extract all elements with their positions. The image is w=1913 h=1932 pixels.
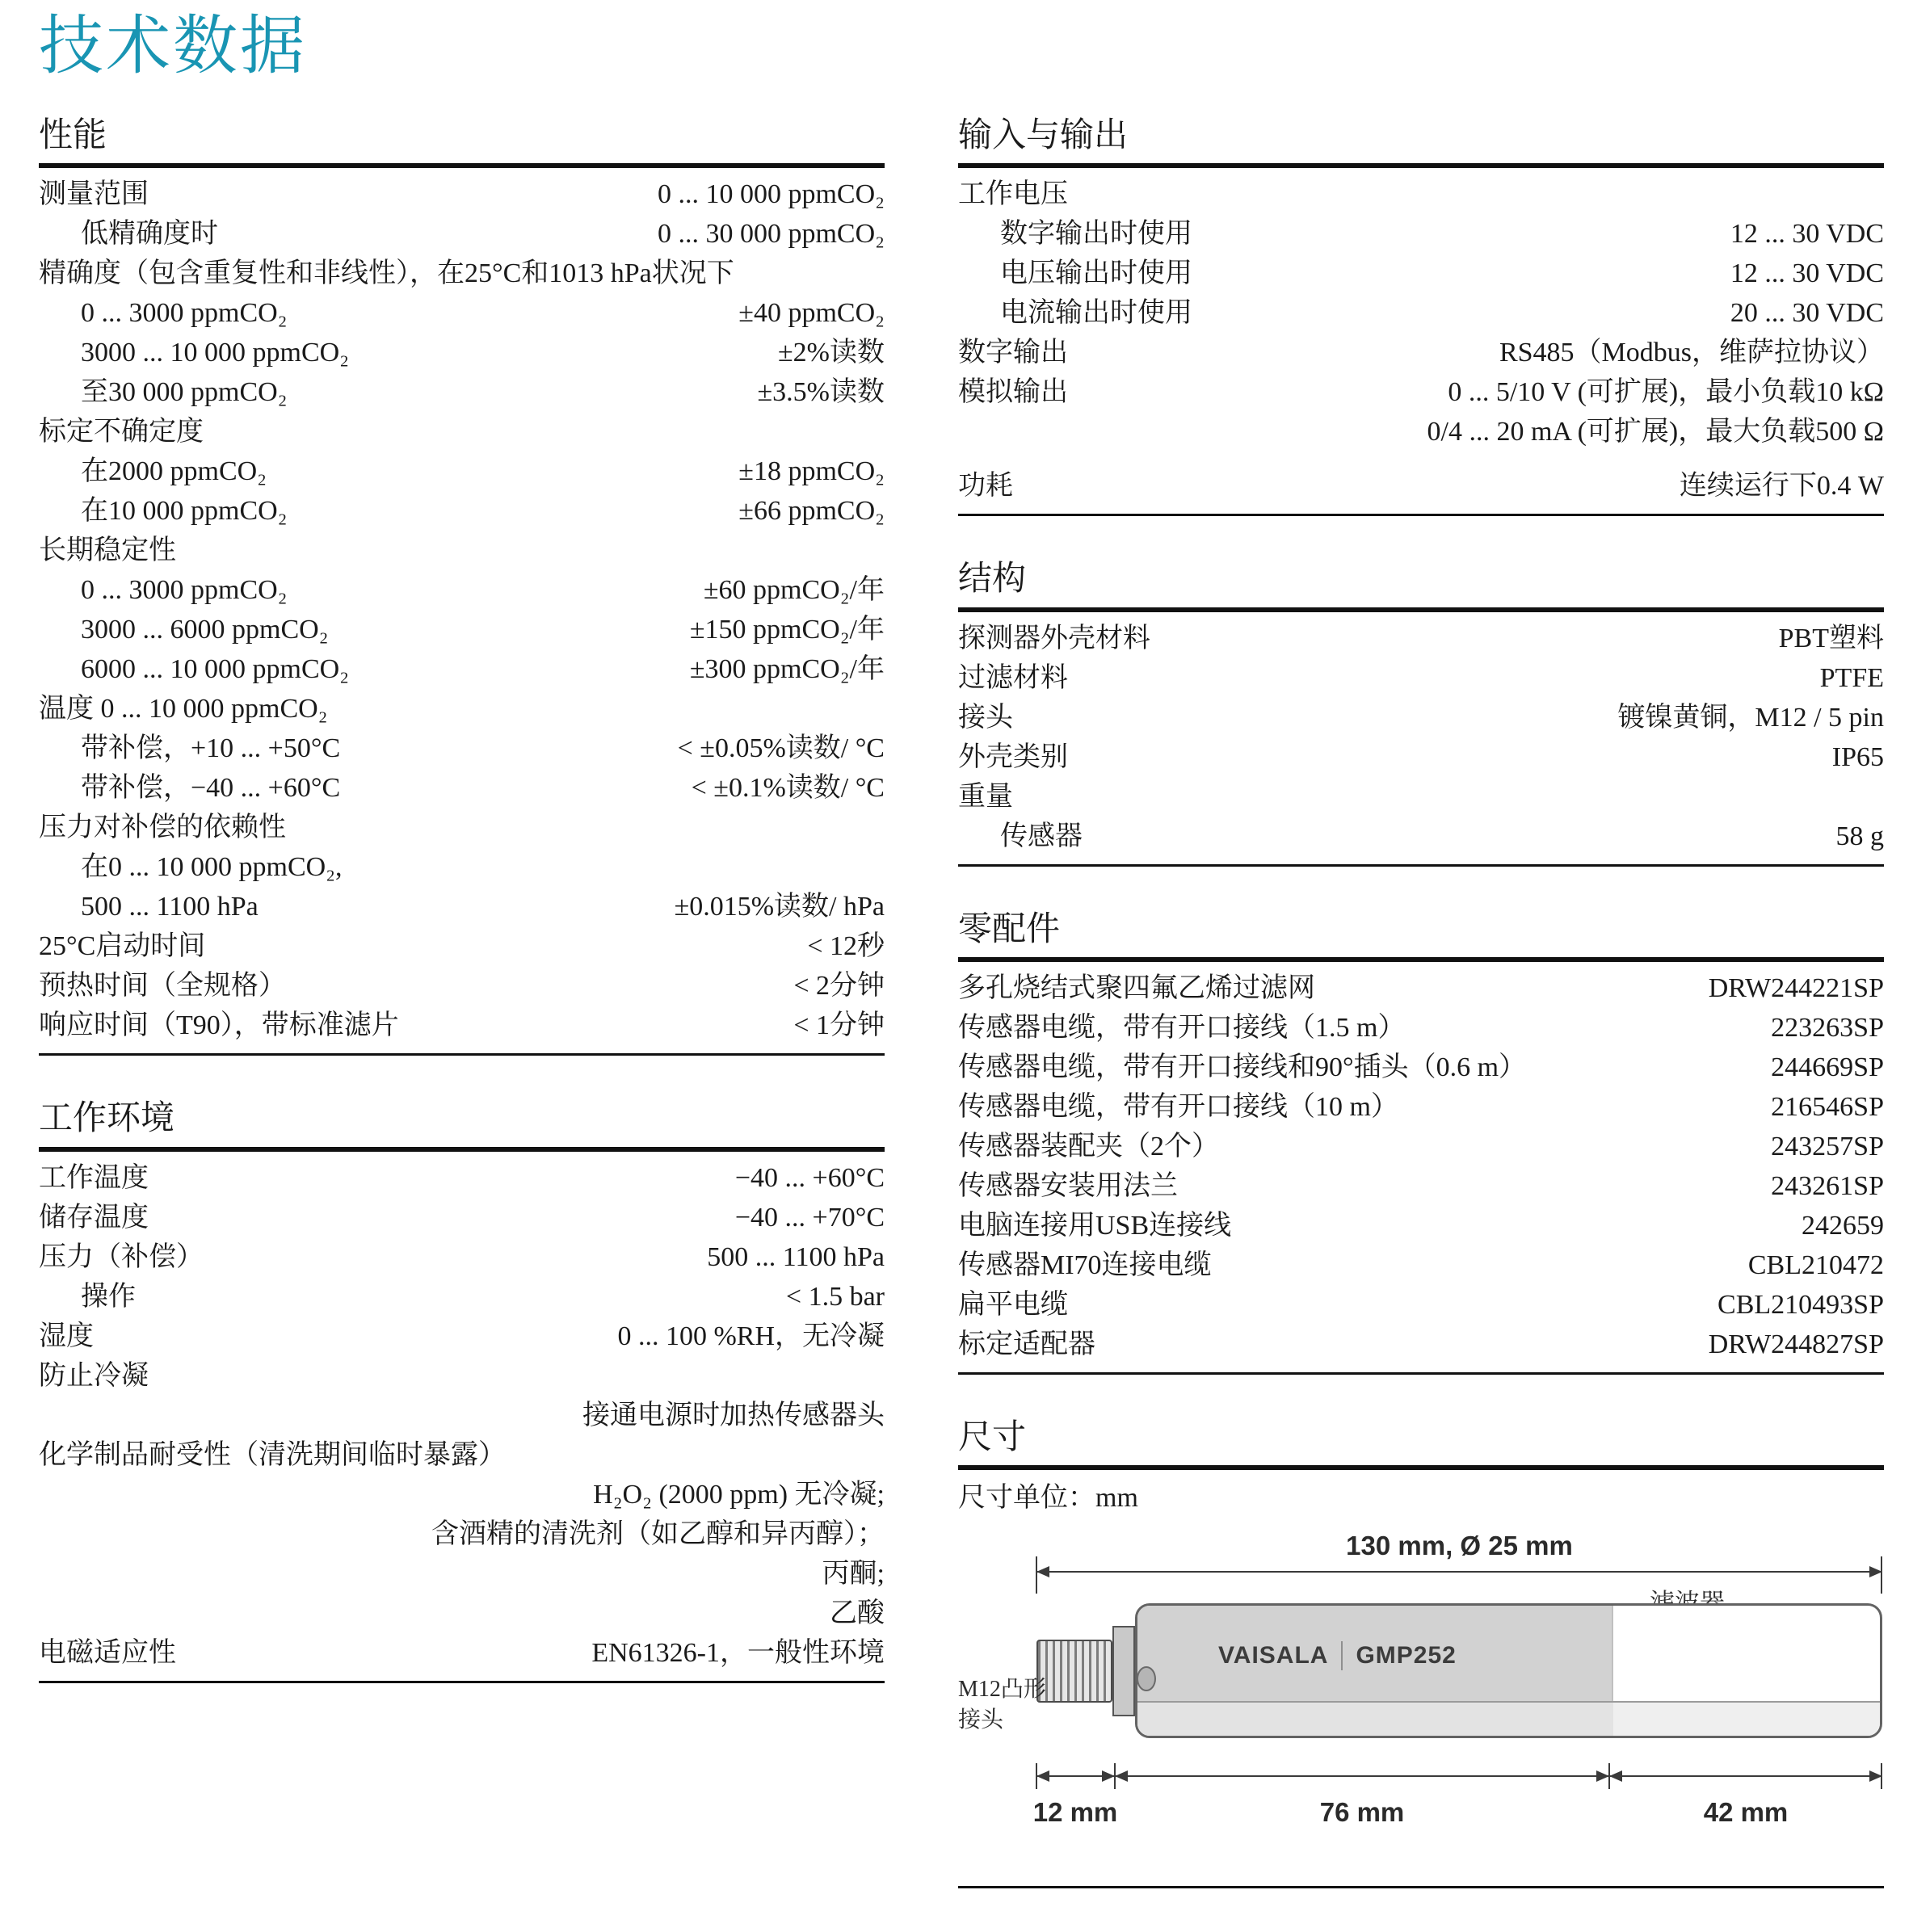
- spec-value: 0 ... 10 000 ppmCO₂: [657, 179, 885, 210]
- spec-row: [39, 1396, 885, 1435]
- section-rule: [958, 1886, 1884, 1888]
- spec-label: 工作温度: [39, 1162, 149, 1193]
- spec-value: < 1.5 bar: [785, 1281, 885, 1312]
- spec-value: < ±0.1%读数/ °C: [691, 773, 885, 804]
- spec-value: −40 ... +70°C: [734, 1202, 885, 1233]
- spec-row: [958, 1325, 1884, 1364]
- spec-value: < 1分钟: [793, 1010, 885, 1041]
- spec-row: [958, 466, 1884, 506]
- spec-rows: [958, 962, 1884, 1372]
- spec-row: [39, 610, 885, 649]
- spec-value: 223263SP: [1771, 1012, 1884, 1043]
- spec-label: 带补偿，+10 ... +50°C: [81, 733, 341, 764]
- filter-band: [1613, 1701, 1882, 1738]
- spec-row: [958, 1285, 1884, 1325]
- spec-value: 丙酮;: [822, 1558, 885, 1589]
- spec-label: 25°C启动时间: [39, 931, 206, 962]
- spec-value: 216546SP: [1771, 1091, 1884, 1122]
- spec-row: [39, 847, 885, 887]
- spec-label: 温度 0 ... 10 000 ppmCO₂: [39, 694, 328, 724]
- spec-row: [39, 1237, 885, 1277]
- section-rule: [39, 1053, 885, 1056]
- spec-label: 扁平电缆: [958, 1289, 1068, 1320]
- dimension-tick: [1881, 1763, 1882, 1789]
- spec-label: 压力对补偿的依赖性: [39, 813, 286, 843]
- spec-label: 在0 ... 10 000 ppmCO₂,: [81, 852, 343, 883]
- spec-label: 长期稳定性: [39, 536, 176, 566]
- arrowhead-icon: [1115, 1770, 1128, 1782]
- section-rule: [39, 1681, 885, 1683]
- spec-value: ±300 ppmCO₂/年: [689, 654, 885, 685]
- spec-row: [958, 1127, 1884, 1166]
- spec-value: EN61326-1，一般性环境: [591, 1637, 885, 1668]
- spec-row: [958, 214, 1884, 254]
- spec-value: 0 ... 30 000 ppmCO₂: [657, 219, 885, 250]
- spec-value: 242659: [1802, 1210, 1884, 1241]
- indicator-led: [1137, 1666, 1156, 1691]
- spec-value: 243257SP: [1771, 1131, 1884, 1161]
- spec-label: 精确度（包含重复性和非线性），在25°C和1013 hPa状况下: [39, 258, 734, 289]
- section-heading: 性能: [39, 117, 107, 154]
- spec-label: 标定不确定度: [39, 417, 204, 447]
- brand-name: VAISALA: [1218, 1642, 1329, 1670]
- spec-row: [39, 254, 885, 293]
- spec-label: 带补偿，−40 ... +60°C: [81, 773, 341, 804]
- spec-label: 在10 000 ppmCO₂: [81, 496, 288, 527]
- spec-value: 500 ... 1100 hPa: [707, 1241, 885, 1272]
- spec-value: 0/4 ... 20 mA (可扩展)，最大负载500 Ω: [1427, 417, 1884, 447]
- section-environment: [39, 1099, 885, 1682]
- spec-row: [958, 293, 1884, 333]
- spec-row: [39, 1475, 885, 1514]
- spec-row: [39, 1198, 885, 1237]
- spec-row: [39, 966, 885, 1006]
- spec-row: [39, 293, 885, 333]
- m12-thread-connector: [1036, 1640, 1112, 1703]
- spec-label: 功耗: [958, 471, 1013, 502]
- spec-row: [958, 333, 1884, 372]
- spec-label: 传感器电缆，带有开口接线（10 m）: [958, 1091, 1398, 1122]
- spec-value: ±60 ppmCO₂/年: [703, 575, 885, 606]
- spec-label: 响应时间（T90），带标准滤片: [39, 1010, 399, 1041]
- spec-row: [39, 1435, 885, 1475]
- arrowhead-icon: [1036, 1566, 1049, 1577]
- spec-label: 传感器电缆，带有开口接线和90°插头（0.6 m）: [958, 1052, 1527, 1082]
- sensor-dimension-diagram: [958, 1531, 1884, 1855]
- spec-row: [39, 214, 885, 254]
- spec-label: 接头: [958, 702, 1013, 733]
- spec-rows: [39, 1152, 885, 1681]
- spec-value: 0 ... 5/10 V (可扩展)，最小负载10 kΩ: [1448, 377, 1884, 408]
- spec-label: 预热时间（全规格）: [39, 971, 286, 1002]
- spec-label: 数字输出时使用: [1000, 219, 1192, 250]
- section-rule: [958, 864, 1884, 867]
- two-column-layout: [39, 116, 1884, 1932]
- brand-logo: [1218, 1641, 1457, 1670]
- spec-value: 镀镍黄铜，M12 / 5 pin: [1617, 702, 1884, 733]
- page-title: 技术数据: [39, 11, 307, 82]
- spec-value: ±2%读数: [778, 338, 885, 368]
- spec-label: 传感器安装用法兰: [958, 1170, 1178, 1201]
- spec-row: [39, 333, 885, 372]
- spec-label: 传感器: [1000, 821, 1083, 851]
- spec-row: [958, 1166, 1884, 1206]
- spec-value: 0 ... 100 %RH，无冷凝: [617, 1321, 885, 1351]
- spec-label: 防止冷凝: [39, 1360, 149, 1391]
- spec-row: [958, 1206, 1884, 1245]
- spec-row: [958, 619, 1884, 658]
- spec-value: −40 ... +60°C: [734, 1162, 885, 1193]
- spec-row: [39, 649, 885, 689]
- spec-value: ±0.015%读数/ hPa: [674, 892, 885, 922]
- spec-row: [958, 1087, 1884, 1127]
- section-heading-dimensions: 尺寸: [958, 1418, 1027, 1456]
- spec-value: 连续运行下0.4 W: [1679, 471, 1884, 502]
- spec-value: 244669SP: [1771, 1052, 1884, 1082]
- spec-row: [39, 1356, 885, 1396]
- arrowhead-icon: [1036, 1770, 1049, 1782]
- spec-value: < ±0.05%读数/ °C: [677, 733, 885, 764]
- spec-label: 在2000 ppmCO₂: [81, 456, 267, 487]
- spec-label: 传感器电缆，带有开口接线（1.5 m）: [958, 1012, 1406, 1043]
- spec-value: CBL210472: [1747, 1250, 1884, 1280]
- section-heading: 零配件: [958, 910, 1061, 948]
- model-name: GMP252: [1356, 1642, 1457, 1670]
- spec-rows: [958, 168, 1884, 514]
- spec-row: [958, 1008, 1884, 1048]
- spec-row: [39, 1277, 885, 1317]
- spec-label: 压力（补偿）: [39, 1241, 204, 1272]
- dimension-tick: [1608, 1763, 1610, 1789]
- section-heading: 输入与输出: [958, 117, 1129, 154]
- spec-label: 标定适配器: [958, 1329, 1095, 1359]
- spec-value: ±150 ppmCO₂/年: [689, 615, 885, 645]
- spec-row: [39, 412, 885, 452]
- logo-divider: [1341, 1641, 1343, 1670]
- spec-row: [39, 1514, 885, 1554]
- dimension-arrow-connector: [1036, 1775, 1115, 1777]
- dimension-arrow-overall: [1036, 1571, 1882, 1573]
- spec-label: 湿度: [39, 1321, 94, 1351]
- spec-label: 电流输出时使用: [1000, 298, 1192, 329]
- dimension-tick: [1036, 1763, 1037, 1789]
- arrowhead-icon: [1609, 1770, 1622, 1782]
- spec-value: 乙酸: [830, 1598, 885, 1628]
- spec-row: [958, 254, 1884, 293]
- spec-value: 20 ... 30 VDC: [1730, 298, 1884, 329]
- spec-row: [39, 887, 885, 926]
- spec-value: RS485（Modbus，维萨拉协议）: [1499, 338, 1884, 368]
- spec-value: 含酒精的清洗剂（如乙醇和异丙醇）；: [431, 1518, 885, 1549]
- spec-value: DRW244221SP: [1708, 972, 1884, 1003]
- spec-row: [39, 1554, 885, 1594]
- spec-value: ±18 ppmCO₂: [738, 456, 885, 487]
- section-spares: [958, 910, 1884, 1375]
- section-mechanics: [958, 560, 1884, 866]
- spec-row: [958, 698, 1884, 737]
- spec-label: 3000 ... 10 000 ppmCO₂: [81, 338, 350, 368]
- spec-label: 电脑连接用USB连接线: [958, 1210, 1232, 1241]
- spec-row: [39, 531, 885, 570]
- spec-row: [958, 777, 1884, 817]
- spec-value: 12 ... 30 VDC: [1730, 258, 1884, 289]
- body-dimension-label: 76 mm: [1319, 1797, 1405, 1828]
- sensor-body-band: [1137, 1701, 1613, 1738]
- connector-label-line2: 接头: [958, 1707, 1004, 1733]
- spec-row: [958, 1048, 1884, 1087]
- spec-row: [39, 1633, 885, 1673]
- spec-row: [39, 768, 885, 808]
- spec-label: 3000 ... 6000 ppmCO₂: [81, 615, 329, 645]
- spec-label: 外壳类别: [958, 741, 1068, 772]
- spec-label: 电磁适应性: [39, 1637, 176, 1668]
- spec-value: 243261SP: [1771, 1170, 1884, 1201]
- spec-value: ±40 ppmCO₂: [738, 298, 885, 329]
- spec-label: 测量范围: [39, 179, 149, 210]
- spec-label: 数字输出: [958, 338, 1068, 368]
- spec-label: 电压输出时使用: [1000, 258, 1192, 289]
- spec-row: [958, 737, 1884, 777]
- connector-label: [958, 1674, 1046, 1736]
- spec-row: [958, 968, 1884, 1008]
- sensor-body: [1135, 1603, 1882, 1738]
- spec-row: [958, 174, 1884, 214]
- section-rule: [958, 514, 1884, 516]
- spec-label: 传感器MI70连接电缆: [958, 1250, 1212, 1280]
- section-rule: [958, 1372, 1884, 1375]
- spec-row: [39, 452, 885, 491]
- spec-row: [958, 372, 1884, 412]
- section-dimensions: [958, 1418, 1884, 1888]
- overall-dimension-label: 130 mm, Ø 25 mm: [1346, 1531, 1573, 1561]
- spec-row: [958, 817, 1884, 856]
- spec-label: 低精确度时: [81, 219, 218, 250]
- spec-row: [958, 1245, 1884, 1285]
- spec-label: 化学制品耐受性（清洗期间临时暴露）: [39, 1439, 506, 1470]
- spec-value: CBL210493SP: [1717, 1289, 1884, 1320]
- section-performance: [39, 116, 885, 1056]
- spec-rows: [39, 168, 885, 1053]
- spec-value: PTFE: [1819, 662, 1884, 693]
- spec-label: 过滤材料: [958, 662, 1068, 693]
- row-spacer: [958, 452, 1884, 466]
- arrowhead-icon: [1596, 1770, 1609, 1782]
- spec-value: PBT塑料: [1778, 623, 1884, 653]
- spec-value: < 12秒: [807, 931, 885, 962]
- dimension-unit-note: 尺寸单位：mm: [958, 1483, 1138, 1514]
- spec-label: 传感器装配夹（2个）: [958, 1131, 1219, 1161]
- spec-label: 500 ... 1100 hPa: [81, 892, 259, 922]
- spec-label: 储存温度: [39, 1202, 149, 1233]
- connector-label-line1: M12凸形: [958, 1677, 1046, 1703]
- spec-value: < 2分钟: [793, 971, 885, 1002]
- spec-row: [39, 174, 885, 214]
- spec-label: 重量: [958, 781, 1013, 812]
- spec-value: ±3.5%读数: [757, 377, 885, 408]
- dimension-tick: [1114, 1763, 1116, 1789]
- section-heading: 结构: [958, 561, 1027, 598]
- spec-row: [39, 729, 885, 768]
- left-column: [39, 116, 885, 1727]
- spec-label: 0 ... 3000 ppmCO₂: [81, 575, 288, 606]
- spec-row: [39, 1317, 885, 1356]
- spec-label: 6000 ... 10 000 ppmCO₂: [81, 654, 350, 685]
- dimension-arrow-body: [1115, 1775, 1609, 1777]
- arrowhead-icon: [1102, 1770, 1115, 1782]
- spec-rows: [958, 612, 1884, 864]
- spec-label: 至30 000 ppmCO₂: [81, 377, 288, 408]
- spec-value: H₂O₂ (2000 ppm) 无冷凝;: [593, 1479, 885, 1510]
- spec-row: [39, 926, 885, 966]
- spec-row: [39, 1594, 885, 1633]
- section-heading: 工作环境: [39, 1100, 175, 1138]
- spec-label: 工作电压: [958, 179, 1068, 210]
- spec-row: [39, 372, 885, 412]
- spec-row: [958, 412, 1884, 452]
- spec-label: 多孔烧结式聚四氟乙烯过滤网: [958, 972, 1315, 1003]
- dimension-arrow-filter: [1609, 1775, 1882, 1777]
- spec-value: 58 g: [1835, 821, 1884, 851]
- spec-row: [958, 658, 1884, 698]
- spec-label: 0 ... 3000 ppmCO₂: [81, 298, 288, 329]
- connector-dimension-label: 12 mm: [1032, 1797, 1118, 1828]
- spec-value: ±66 ppmCO₂: [738, 496, 885, 527]
- spec-label: 模拟输出: [958, 377, 1068, 408]
- dimension-tick: [1881, 1556, 1882, 1594]
- spec-row: [39, 570, 885, 610]
- spec-label: 操作: [81, 1281, 136, 1312]
- spec-row: [39, 808, 885, 847]
- dimension-tick: [1036, 1556, 1037, 1594]
- spec-row: [39, 1006, 885, 1045]
- spec-value: 12 ... 30 VDC: [1730, 219, 1884, 250]
- spec-row: [39, 491, 885, 531]
- spec-row: [39, 689, 885, 729]
- right-column: [958, 116, 1884, 1932]
- spec-value: IP65: [1831, 741, 1884, 772]
- spec-label: 探测器外壳材料: [958, 623, 1150, 653]
- section-io: [958, 116, 1884, 516]
- spec-row: [39, 1158, 885, 1198]
- spec-value: 接通电源时加热传感器头: [582, 1400, 885, 1430]
- connector-collar: [1112, 1626, 1135, 1716]
- spec-value: DRW244827SP: [1708, 1329, 1884, 1359]
- filter-dimension-label: 42 mm: [1703, 1797, 1789, 1828]
